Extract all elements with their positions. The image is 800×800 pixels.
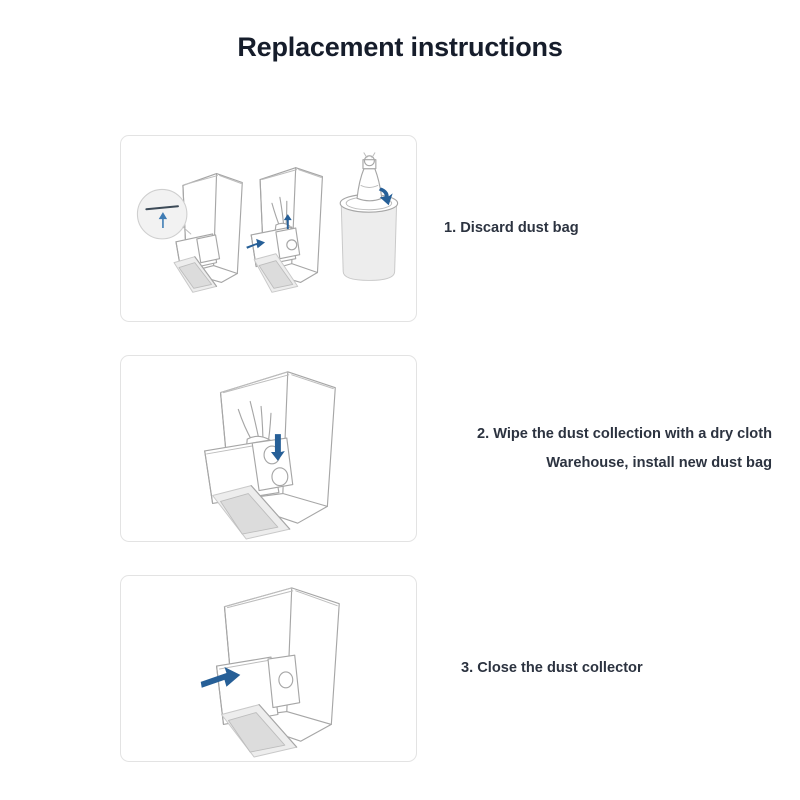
dust-bin-with-magnified-latch-icon <box>137 174 242 293</box>
trash-can-with-bag-icon <box>340 153 397 281</box>
hand-pulling-dust-bag-icon <box>246 168 322 293</box>
step-row <box>0 135 800 322</box>
step-3-line-1: 3. Close the dust collector <box>461 660 643 677</box>
step-2-text <box>417 420 800 477</box>
step-2-illustration-panel <box>120 355 417 542</box>
step-2-illustration <box>121 356 416 541</box>
step-1-line-1: 1. Discard dust bag <box>444 220 579 237</box>
step-1-text <box>417 214 800 242</box>
step-1-illustration-panel <box>120 135 417 322</box>
dust-bin-close-drawer-icon <box>201 588 340 757</box>
step-2-line-1: 2. Wipe the dust collection with a dry cloth <box>476 426 772 443</box>
step-3-text <box>417 654 800 682</box>
dust-bin-insert-new-bag-icon <box>205 372 336 539</box>
step-1-illustration <box>121 136 416 321</box>
steps-list <box>0 135 800 795</box>
step-3-illustration <box>121 576 416 761</box>
step-3-illustration-panel <box>120 575 417 762</box>
step-row <box>0 355 800 542</box>
step-2-line-2: Warehouse, install new dust bag <box>546 454 772 471</box>
page-title: Replacement instructions <box>237 32 563 62</box>
step-row <box>0 575 800 762</box>
